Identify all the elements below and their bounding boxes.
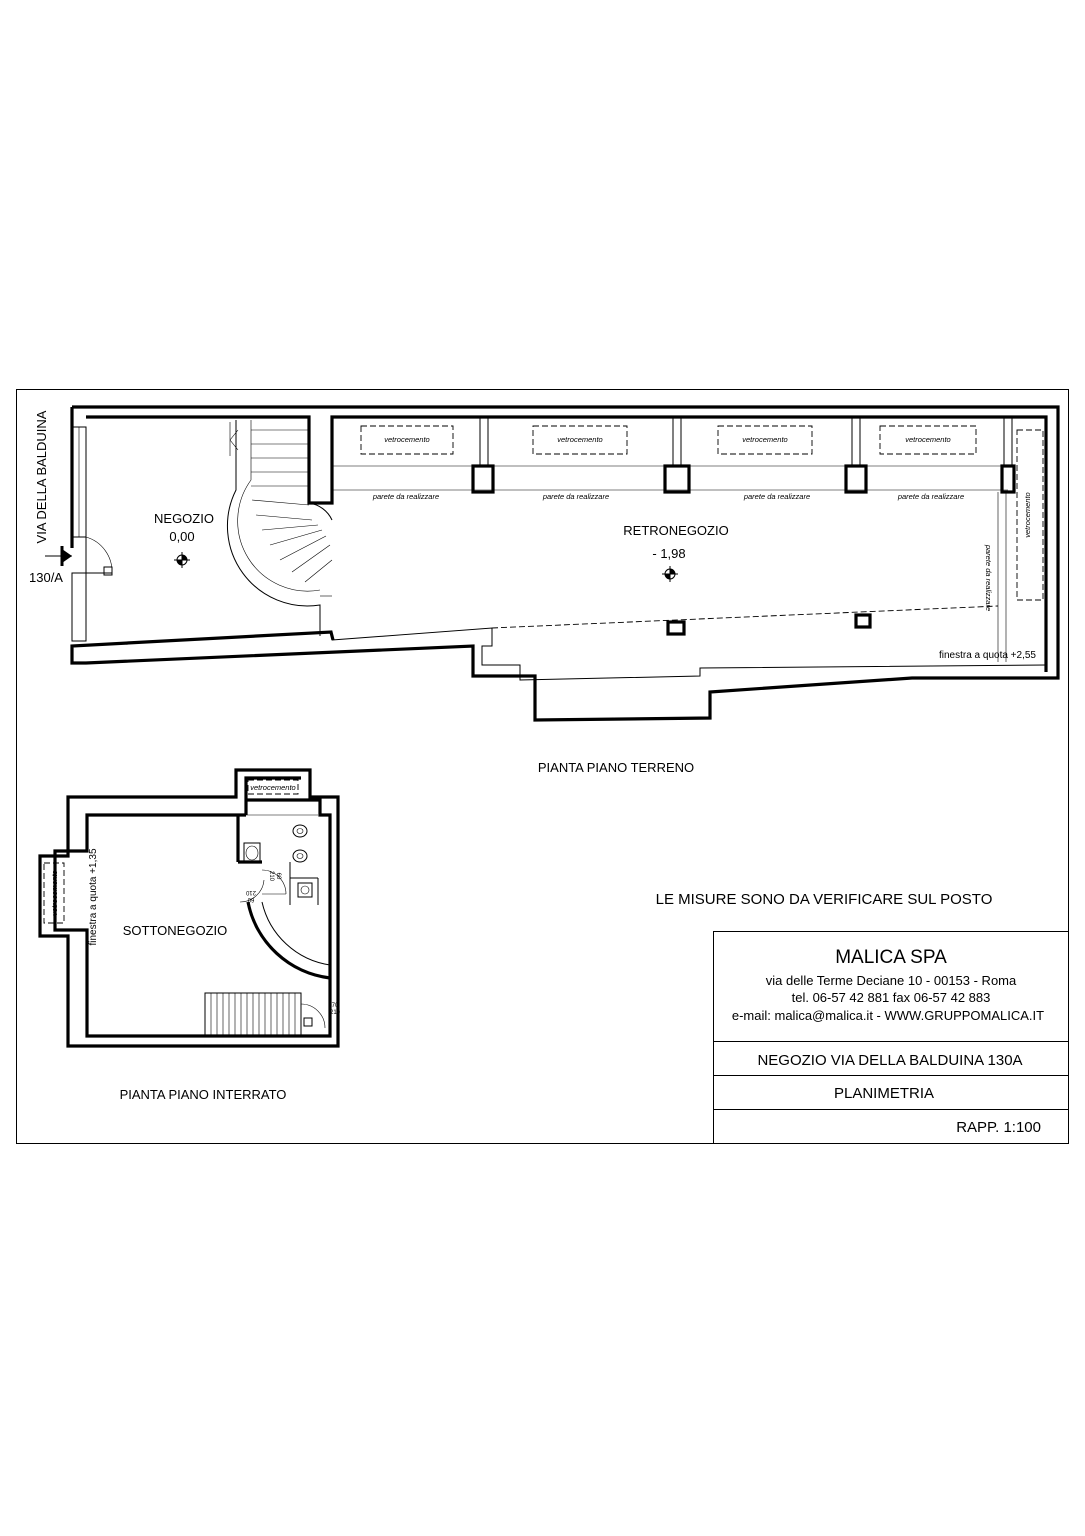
entrance-door	[86, 537, 112, 575]
new-wall-label-1: parete da realizzare	[372, 492, 440, 501]
window-level-note: finestra a quota +2,55	[938, 650, 1036, 661]
room-name-retronegozio: RETRONEGOZIO	[623, 523, 729, 538]
door-size-height-3: 210	[329, 1010, 341, 1016]
basement-glass-block-label-top: vetrocemento	[250, 783, 296, 792]
entrance-arrow	[45, 546, 72, 566]
basement-outer-wall	[40, 770, 338, 1046]
glass-block-label-3: vetrocemento	[742, 435, 788, 444]
company-contact: e-mail: malica@malica.it - WWW.GRUPPOMALICA.IT	[731, 1008, 1045, 1023]
room-level-retronegozio: - 1,98	[652, 546, 686, 561]
ground-floor-title: PIANTA PIANO TERRENO	[537, 760, 695, 775]
glass-block-label-2: vetrocemento	[557, 435, 603, 444]
basement-title: PIANTA PIANO INTERRATO	[119, 1087, 287, 1102]
pillars	[473, 417, 1014, 634]
room-name-negozio: NEGOZIO	[154, 511, 214, 526]
drawing-scale: RAPP. 1:100	[956, 1119, 1041, 1136]
street-number: 130/A	[29, 570, 63, 585]
basement-curved-wall-inner	[262, 902, 330, 965]
glass-block-panels	[361, 426, 1043, 600]
new-wall-label-5: parete da realizzare	[984, 544, 993, 612]
new-wall-label-3: parete da realizzare	[743, 492, 811, 501]
basement-window-note: finestra a quota +1,35	[88, 848, 99, 946]
new-wall-label-2: parete da realizzare	[542, 492, 610, 501]
level-marker-negozio	[174, 552, 190, 568]
title-block	[713, 932, 1069, 1144]
door-size-height-1: 210	[268, 870, 274, 882]
door-size-width-3: 70	[331, 1003, 339, 1009]
spiral-staircase	[227, 420, 332, 636]
basement-glass-block-label-left: vetrocemento	[50, 870, 59, 916]
company-phone: tel. 06-57 42 881 fax 06-57 42 883	[791, 990, 991, 1005]
room-level-negozio: 0,00	[169, 529, 195, 544]
room-name-sottonegozio: SOTTONEGOZIO	[122, 923, 228, 938]
glass-block-label-5: vetrocemento	[1023, 492, 1032, 538]
company-address: via delle Terme Deciane 10 - 00153 - Roma	[765, 973, 1017, 988]
company-name: MALICA SPA	[835, 947, 947, 968]
door-size-width-2: 60	[247, 896, 255, 902]
door-size-width-1: 60	[275, 872, 281, 880]
door-size-height-2: 210	[245, 889, 257, 895]
basement-staircase	[205, 993, 301, 1036]
basement-curved-wall	[248, 902, 330, 978]
basement-plan	[40, 770, 341, 1102]
glass-block-label-4: vetrocemento	[905, 435, 951, 444]
facade-lower-wall	[72, 573, 86, 641]
measurement-warning: LE MISURE SONO DA VERIFICARE SUL POSTO	[655, 891, 993, 908]
drawing-type: PLANIMETRIA	[833, 1085, 935, 1102]
ground-floor-plan	[29, 407, 1058, 775]
glass-block-label-1: vetrocemento	[384, 435, 430, 444]
level-marker-retronegozio	[662, 566, 678, 582]
street-name: VIA DELLA BALDUINA	[34, 410, 49, 544]
project-name: NEGOZIO VIA DELLA BALDUINA 130A	[757, 1052, 1023, 1069]
new-wall-label-4: parete da realizzare	[897, 492, 965, 501]
